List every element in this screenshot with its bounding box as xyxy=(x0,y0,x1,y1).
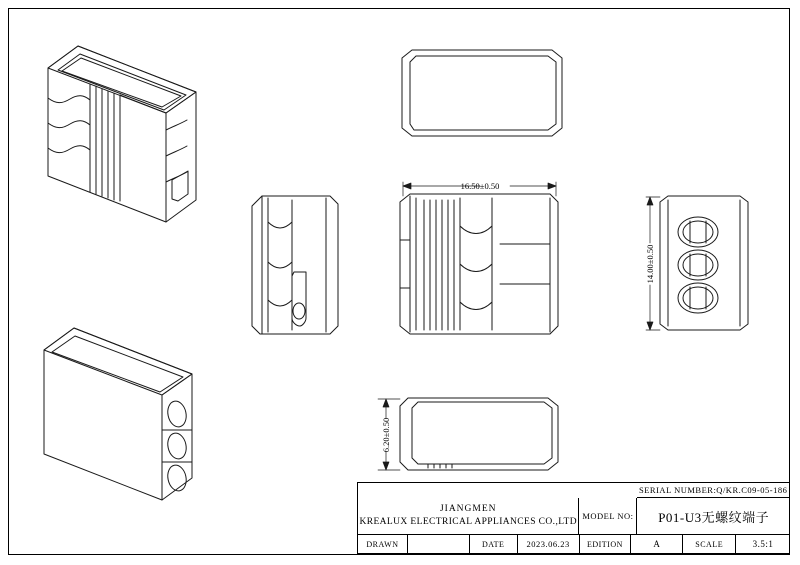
title-block-serial-row xyxy=(358,483,790,498)
edition-value: A xyxy=(631,535,683,554)
back-view xyxy=(402,50,562,136)
title-block-main-row xyxy=(358,498,790,535)
company-city: JIANGMEN xyxy=(439,504,497,515)
top-view xyxy=(400,398,558,470)
model-no-label: MODEL NO: xyxy=(579,498,637,535)
dimension-height-label: 14.00±0.50 xyxy=(645,244,655,284)
title-block-bottom-row xyxy=(358,535,790,554)
serial-row-spacer xyxy=(358,483,637,498)
serial-number: SERIAL NUMBER:Q/KR.C09-05-186 xyxy=(637,483,790,498)
dimension-depth-label: 6.20±0.50 xyxy=(381,417,391,453)
scale-label: SCALE xyxy=(683,535,736,554)
title-block xyxy=(357,482,790,555)
company-name xyxy=(358,498,579,535)
drawn-value xyxy=(408,535,470,554)
drawn-label: DRAWN xyxy=(358,535,408,554)
isometric-top-view xyxy=(48,46,196,222)
isometric-bottom-view xyxy=(44,328,192,500)
front-view xyxy=(400,194,558,334)
dimension-width-label: 16.50±0.50 xyxy=(460,181,500,191)
date-value: 2023.06.23 xyxy=(518,535,580,554)
company-legal-name: KREALUX ELECTRICAL APPLIANCES CO.,LTD xyxy=(359,517,578,527)
edition-label: EDITION xyxy=(580,535,632,554)
model-no-value: P01-U3无螺纹端子 xyxy=(637,498,790,535)
scale-value: 3.5:1 xyxy=(736,535,790,554)
left-side-view xyxy=(252,196,338,334)
right-side-view xyxy=(660,196,748,330)
date-label: DATE xyxy=(470,535,518,554)
